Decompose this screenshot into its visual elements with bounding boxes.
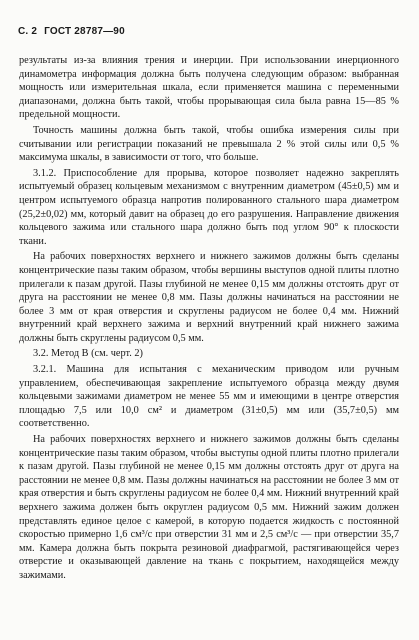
page-number: С. 2	[18, 26, 38, 37]
paragraph-clamp-grooves-b: На рабочих поверхностях верхнего и нижнего зажимов должны быть сделаны концентрические пазы таким образом, чтобы выступы одной плиты плотно прилегали к пазам другой. Пазы глубиной не менее 0,15 мм должны отстоять друг от друга на расстоянии не менее 0,8 мм. Пазы должны начинаться на расстоянии не более 3 мм от края отверстия и быть скруглены радиусом не более 0,4 мм. Нижний внутренний край верхнего зажима должен быть округлен радиусом 0,5 мм. Нижний зажим должен представлять единое целое с камерой, в которую подается жидкость с постоянной скоростью примерно 1,6 см³/с при отверстии 31 мм и 2,5 см³/с — при отверстии 35,7 мм. Камера должна быть покрыта резиновой диафрагмой, растягивающейся через отверстие и оказывающей давление на ткань с покрытием, находящейся между зажимами.	[19, 434, 399, 581]
section-heading-3-2: 3.2. Метод В (см. черт. 2)	[33, 348, 143, 360]
paragraph-accuracy: Точность машины должна быть такой, чтобы ошибка измерения силы при считывании или регистрации показаний не превышала 2 % этой силы или 0,5 % максимума шкалы, в зависимости от того, что больше.	[19, 124, 399, 164]
document-body	[19, 54, 399, 585]
page-header	[18, 26, 129, 37]
paragraph-clamp-grooves-a: На рабочих поверхностях верхнего и нижнего зажимов должны быть сделаны концентрические пазы таким образом, чтобы вершины выступов одной плиты плотно прилегали к пазам другой. Пазы глубиной не менее 0,15 мм должны отстоять друг от друга на расстоянии не менее 0,8 мм. Пазы должны начинаться на расстоянии не более 3 мм от края отверстия и скруглены радиусом не более 0,4 мм. Нижний внутренний край верхнего зажима и верхний внутренний край нижнего зажима должны быть скруглены радиусом 0,5 мм.	[19, 251, 399, 344]
paragraph-3-2-1: 3.2.1. Машина для испытания с механическим приводом или ручным управлением, обеспечивающая закрепление испытуемого образца между двумя кольцевыми зажимами диаметром не менее 55 мм и имеющими в центре отверстия площадью 7,5 или 10,0 см² и диаметром (31±0,5) мм или (35,7±0,5) мм соответственно.	[19, 364, 399, 430]
paragraph-3-1-2: 3.1.2. Приспособление для прорыва, которое позволяет надежно закреплять испытуемый образец кольцевым механизмом с внутренним диаметром (45±0,5) мм и центром испытуемого образца напротив полированного стального шара диаметром (25,2±0,02) мм, который давит на образец до его разрушения. Направление движения кольцевого зажима или стального шара должно быть под углом 90° к плоскости ткани.	[19, 167, 399, 247]
paragraph-continuation: результаты из-за влияния трения и инерции. При использовании инерционного динамометра информация должна быть получена следующим образом: выбранная мощность или измерительная шкала, если применяется машина с переменными диапазонами, должна быть такой, чтобы прорывающая сила была равна 15—85 % предельной мощности.	[19, 55, 399, 121]
standard-designation: ГОСТ 28787—90	[44, 26, 125, 37]
